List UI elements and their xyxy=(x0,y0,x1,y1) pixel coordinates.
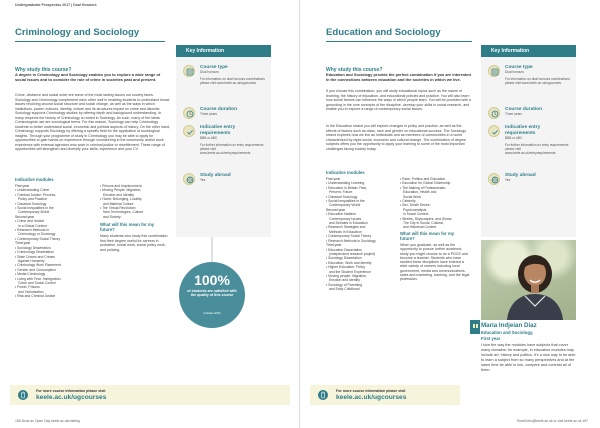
module-item: • Social Inequalities in the xyxy=(15,206,54,211)
page-title: Criminology and Sociology xyxy=(15,27,140,38)
course-duration-text: Three years xyxy=(200,112,218,116)
module-item: Against Humanity xyxy=(18,258,45,263)
module-item: • Moving People: Migration, xyxy=(100,188,142,193)
module-item: • The Virtual Revolution: xyxy=(100,206,137,211)
student-name: Maria Indjeian Diaz xyxy=(481,322,537,329)
student-year: First year xyxy=(481,336,501,341)
module-item: • Understanding Crime xyxy=(15,188,50,193)
module-item: Education, Health and xyxy=(403,190,437,195)
student-photo xyxy=(481,240,576,320)
why-heading: Why study this course? xyxy=(326,67,383,73)
modules-list-column-1 xyxy=(15,184,95,299)
module-item: • Race, Politics and Education xyxy=(400,177,446,181)
module-item: • Sex, Death Desire: xyxy=(400,203,431,208)
module-item: The City in Social, Cultural, xyxy=(403,221,444,226)
footer-link[interactable]: keele.ac.uk/ugcourses xyxy=(36,394,107,401)
course-info-footer xyxy=(10,385,290,405)
page-number: 166 Book an Open Day keele.ac.uk/visiting xyxy=(15,419,80,423)
satisfaction-stat xyxy=(179,262,245,328)
entry-requirements-icon xyxy=(488,125,500,137)
page-title: Education and Sociology xyxy=(326,27,441,38)
modules-list-column-2 xyxy=(100,184,170,219)
module-item: (independent research project) xyxy=(329,251,376,256)
module-item: in a Global Context xyxy=(18,223,47,228)
course-type-icon xyxy=(488,65,500,77)
entry-requirements-title: Indicative entry requirements xyxy=(200,125,236,136)
entry-requirements-more: For further information on entry requirements please visit www.keele.ac.uk/entryrequirements xyxy=(200,143,264,155)
module-item: Contemporary Issues xyxy=(329,216,362,221)
course-type-more: For information on dual honours combinations please visit www.keele.ac.uk/ugcourses xyxy=(200,77,265,85)
module-item: New Technologies, Culture xyxy=(103,210,144,215)
course-duration-text: Three years xyxy=(505,112,523,116)
module-item: • Education Dissertation xyxy=(326,247,363,252)
course-type-title: Course type xyxy=(200,65,228,70)
intro-lead: Education and Sociology provide the perfect combination if you are interested in the connections between education and the societies in which we live. xyxy=(326,72,471,82)
module-item: and Victimisation xyxy=(18,289,44,294)
course-duration-title: Course duration xyxy=(200,107,238,112)
intro-body-1: If you choose this combination, you will study educational topics such as the nature of learning, the history of education, and educational policies and practice. You will also learn how social factors can influence the ways in which people learn. You will be provided with a grounding in the core concepts of the discipline, develop your skills in social research, and enable you to explore a range of contemporary social issues. xyxy=(326,89,471,111)
footer-prompt: For more course information please visit xyxy=(336,389,406,393)
entry-requirements-text: BBB or ABC xyxy=(200,136,218,140)
module-item: • Moving people: Migration, xyxy=(326,273,367,278)
course-type-more: For information on dual honours combinations please visit www.keele.ac.uk/ugcourses xyxy=(505,77,570,85)
module-item: • Classical Sociology xyxy=(15,201,47,206)
entry-requirements-more: For further information on entry requirements please visit www.keele.ac.uk/entryrequirements xyxy=(505,143,569,155)
study-abroad-text: Yes xyxy=(505,178,511,182)
module-item: and Debates in Education xyxy=(329,221,368,226)
module-item: • Contemporary Social Theory xyxy=(15,236,61,241)
module-item: • Home: Belonging, Locality xyxy=(100,197,142,202)
module-item: • Living with Fear: Immigration, xyxy=(15,276,62,281)
module-item: • Social Inequalities in the xyxy=(326,199,365,204)
future-heading: What will this mean for my future? xyxy=(400,231,455,242)
clock-icon xyxy=(183,107,195,119)
module-item: • Prisons and Imprisonment xyxy=(100,184,142,188)
module-item: First year xyxy=(15,184,30,188)
module-item: and Historical Context xyxy=(403,225,437,230)
module-item: • Sociology Dissertation xyxy=(326,256,362,261)
module-item: • Celebrity xyxy=(400,199,416,204)
footer-prompt: For more course information please visit xyxy=(36,389,106,393)
module-item: Contemporary World xyxy=(18,210,50,215)
module-item: and Society xyxy=(103,214,121,219)
study-abroad-title: Study abroad xyxy=(505,173,536,178)
module-item: and the Student Experience xyxy=(329,269,371,274)
course-type-text: Dual honours xyxy=(200,70,219,74)
key-information-box xyxy=(176,45,271,237)
module-item: and Early Childhood xyxy=(329,287,360,292)
stat-source: (Unistats 2015) xyxy=(203,312,221,315)
module-item: Emotion and Identity xyxy=(329,278,360,283)
module-item: • Research Methods in Sociology xyxy=(326,238,376,243)
module-item: • The Making of Professionals: xyxy=(400,185,446,190)
entry-requirements-title: Indicative entry requirements xyxy=(505,125,541,136)
module-item: Third year xyxy=(15,241,31,246)
module-item: and Material Culture xyxy=(103,201,134,206)
why-heading: Why study this course? xyxy=(15,67,72,73)
entry-requirements-text: BBB or ABC xyxy=(505,136,523,140)
top-band xyxy=(300,0,600,12)
future-text: Many students who study this combination find their degree useful for careers in probation, social work, social policy work, and policing. xyxy=(100,234,168,252)
module-item: • Media Criminology xyxy=(15,272,46,277)
running-header: Undergraduate Prospectus 2017 | Dual Honours xyxy=(15,3,97,7)
modules-list-column-1 xyxy=(326,177,398,292)
modules-heading: Indicative modules xyxy=(326,170,365,175)
module-item: • Higher Education: Policy xyxy=(326,265,366,270)
module-item: • Education for Global Citizenship xyxy=(400,181,451,186)
module-item: in Social Context xyxy=(403,212,429,217)
clock-icon xyxy=(488,107,500,119)
modules-heading: Indicative modules xyxy=(15,177,54,182)
stat-caption: of students are satisfied with the quality of this course xyxy=(187,289,237,298)
module-item: Policy and Practice xyxy=(18,197,47,202)
module-item: • Risk and Criminal Justice xyxy=(15,294,56,299)
title-divider xyxy=(15,41,165,42)
globe-icon xyxy=(488,173,500,185)
module-item: Criminology or Sociology xyxy=(18,232,56,237)
page-number: Email info@keele.ac.uk or visit keele.ac.uk 167 xyxy=(517,419,588,423)
footer-link[interactable]: keele.ac.uk/ugcourses xyxy=(336,394,407,401)
module-item: Psychoanalysis xyxy=(403,207,427,212)
future-text: When you graduate, as well as the opportunity to pursue further academic study you might choose to do a PGCE and become a teacher. Students who have studied these disciplines have entered a wide variety of careers including local government, media and communications, sales and marketing, banking, and the legal profession. xyxy=(400,243,470,282)
stat-value: 100% xyxy=(194,272,230,288)
key-information-header: Key Information xyxy=(176,45,271,57)
study-abroad-text: Yes xyxy=(200,178,206,182)
course-type-icon xyxy=(183,65,195,77)
course-duration-title: Course duration xyxy=(505,107,543,112)
key-information-header: Key Information xyxy=(481,45,576,57)
intro-body: Crime, deviance and social order are some of the most lasting issues our society faces. Sociology and Criminology complement each other well in enabling students to understand broad issues revolving around social structure and social change, as well as the ways in which institutions, power, cultures, identity, culture and its structures impact on crime and disorder. Sociology supports Criminology studies by offering depth and background understanding. In many respects the history of Criminology is rooted in Sociology. As such, many of the ideas Criminologists use are sociological terms. For this reason, Sociology can help Criminology students to better understand social, economic and political aspects of history. On the other hand, Criminology supports Sociology by offering a specific field for the application of sociological insights. Through your programme of study in Criminology you may be able to apply for opportunities to gain hands-on experience through volunteering in the community and/or work experience with external agencies who work in criminal justice or resettlement. These range of opportunities will strengthen and diversify your skills, experience and your CV. xyxy=(15,93,170,151)
module-item: • Criminology Dissertation xyxy=(15,250,54,255)
module-item: Methods in Education xyxy=(329,229,362,234)
module-item: • Sociology of Parenting xyxy=(326,282,363,287)
module-item: • Education Matters: xyxy=(326,212,357,217)
module-item: Second year xyxy=(15,214,35,219)
module-item: Present, Future xyxy=(329,190,353,195)
module-item: Emotion and Identity xyxy=(103,192,134,197)
mouse-icon xyxy=(18,390,28,400)
future-heading: What will this mean for my future? xyxy=(100,222,155,233)
module-item: • Research Strategies and xyxy=(326,225,366,230)
module-item: Crime and Social Control xyxy=(18,280,56,285)
module-item: • Power, Prisons xyxy=(15,285,40,290)
modules-list-column-2 xyxy=(400,177,472,230)
key-information-box xyxy=(481,45,576,237)
globe-icon xyxy=(183,173,195,185)
module-item: • Classical Sociology xyxy=(326,194,358,199)
title-divider xyxy=(326,41,472,42)
module-item: • Sociology Dissertation xyxy=(15,245,51,250)
module-item: • Crime and Justice xyxy=(15,219,45,224)
intro-body-2: In the Education strand you will explore changes in policy and practice, as well as the effects of factors such as class, race and gender on educational success. The Sociology strand explores how we live as individuals and as members of communities in a world characterised by rapid social, economic and cultural change. The combination of degree subjects offers you the opportunity to apply your learning to some of the most important challenges facing society today. xyxy=(326,124,467,151)
student-course: Education and Sociology, xyxy=(481,330,534,335)
module-item: Second year xyxy=(326,207,346,212)
module-item: • Streets, Skyscrapers, and Slums: xyxy=(400,216,453,221)
course-type-title: Course type xyxy=(505,65,533,70)
module-item: First year xyxy=(326,177,341,181)
module-item: • Criminal Justice: Process, xyxy=(15,192,57,197)
mouse-icon xyxy=(318,390,328,400)
course-type-text: Dual honours xyxy=(505,70,524,74)
module-item: • State Crimes and Crimes xyxy=(15,254,56,259)
module-item: • Gender and Consumption xyxy=(15,267,56,272)
quote-marker xyxy=(470,320,480,334)
module-item: Third year xyxy=(326,243,342,248)
course-info-footer xyxy=(310,385,460,405)
student-quote: I love the way the modules have subjects that cover many domains; for example, in education modules may include art, history and politics. It's a nice way to be able to learn a subject from so many perspectives and at the same time be able to link, compare and contrast all of them. xyxy=(481,343,576,372)
top-band xyxy=(0,0,300,12)
right-page xyxy=(300,0,600,428)
intro-lead: A degree in Criminology and Sociology enables you to explore a wide range of social issues and to consider the role of crime in societies past and present. xyxy=(15,72,161,82)
module-item: Social Work xyxy=(403,194,422,199)
study-abroad-title: Study abroad xyxy=(200,173,231,178)
module-item: • Criminology Work Placement xyxy=(15,263,61,268)
module-item: Contemporary World xyxy=(329,203,361,208)
entry-requirements-icon xyxy=(183,125,195,137)
module-item: • Education, Work and Identity xyxy=(326,260,372,265)
module-item: • Research Methods in xyxy=(15,228,50,233)
module-item: • Education in Britain: Past, xyxy=(326,185,367,190)
module-item: • Contemporary Social Theory xyxy=(326,234,372,239)
module-item: • Understanding Learning xyxy=(326,181,365,186)
